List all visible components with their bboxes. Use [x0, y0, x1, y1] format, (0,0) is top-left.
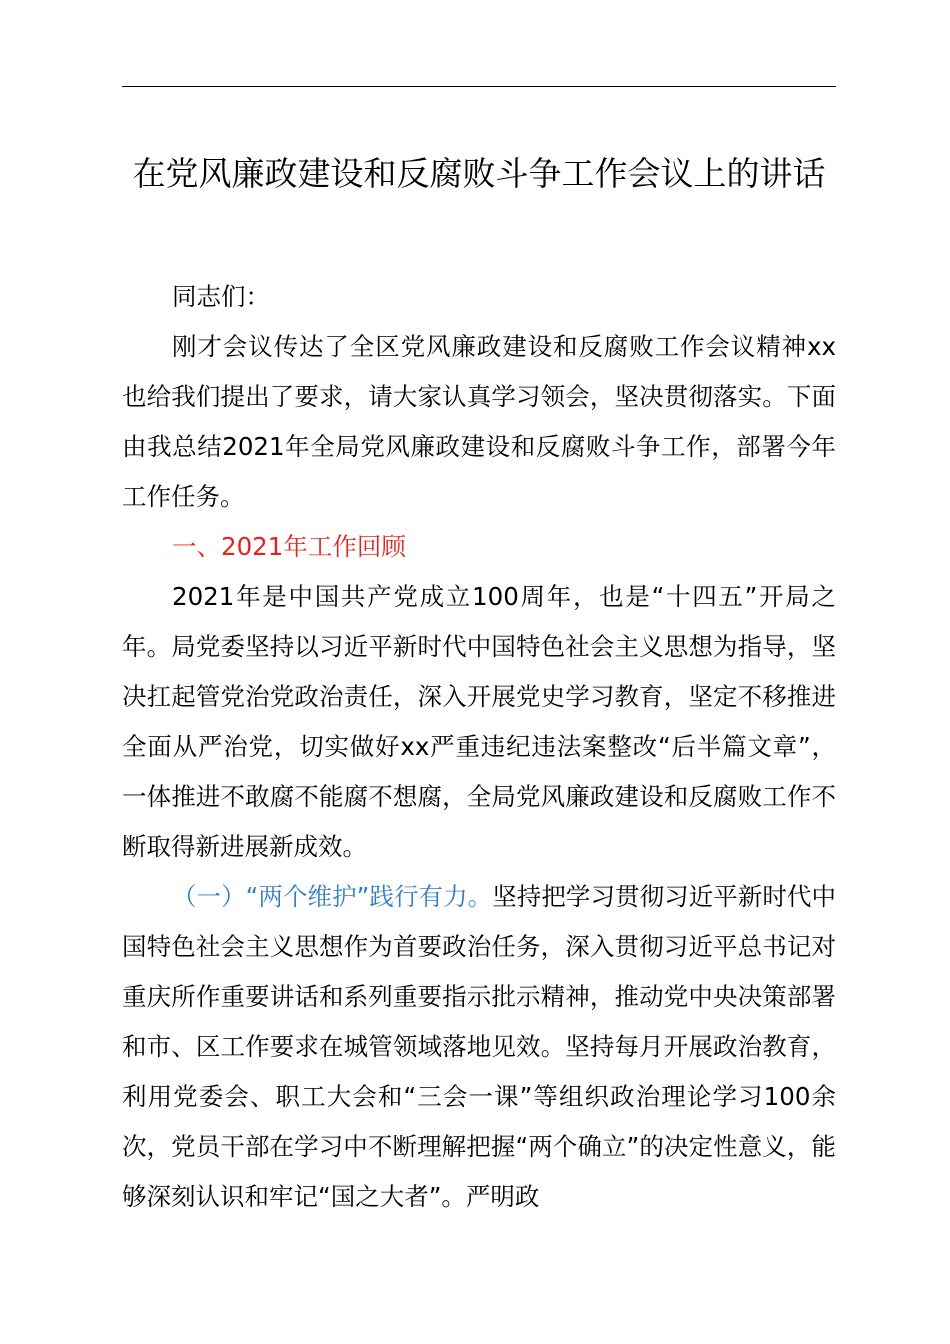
- section-heading: 一、2021年工作回顾: [172, 532, 406, 561]
- subsection-heading: （一）“两个维护”践行有力。: [172, 882, 493, 911]
- page-title: 在党风廉政建设和反腐败斗争工作会议上的讲话: [132, 154, 826, 193]
- subsection-paragraph: [122, 872, 836, 1222]
- intro-paragraph: 刚才会议传达了全区党风廉政建设和反腐败工作会议精神xx也给我们提出了要求，请大家认真学习领会，坚决贯彻落实。下面由我总结2021年全局党风廉政建设和反腐败斗争工作，部署今年工作任务。: [122, 332, 836, 511]
- salutation: 同志们：: [172, 282, 270, 311]
- document-body: [122, 272, 836, 1222]
- header-rule: [122, 86, 836, 87]
- subsection-body: 坚持把学习贯彻习近平新时代中国特色社会主义思想作为首要政治任务，深入贯彻习近平总书记对重庆所作重要讲话和系列重要指示批示精神，推动党中央决策部署和市、区工作要求在城管领域落地见效。坚持每月开展政治教育，利用党委会、职工大会和“三会一课”等组织政治理论学习100余次，党员干部在学习中不断理解把握“两个确立”的决定性意义，能够深刻认识和牢记“国之大者”。严明政: [122, 882, 836, 1211]
- section-paragraph: 2021年是中国共产党成立100周年，也是“十四五”开局之年。局党委坚持以习近平新时代中国特色社会主义思想为指导，坚决扛起管党治党政治责任，深入开展党史学习教育，坚定不移推进全面从严治党，切实做好xx严重违纪违法案整改“后半篇文章”，一体推进不敢腐不能腐不想腐，全局党风廉政建设和反腐败工作不断取得新进展新成效。: [122, 582, 836, 861]
